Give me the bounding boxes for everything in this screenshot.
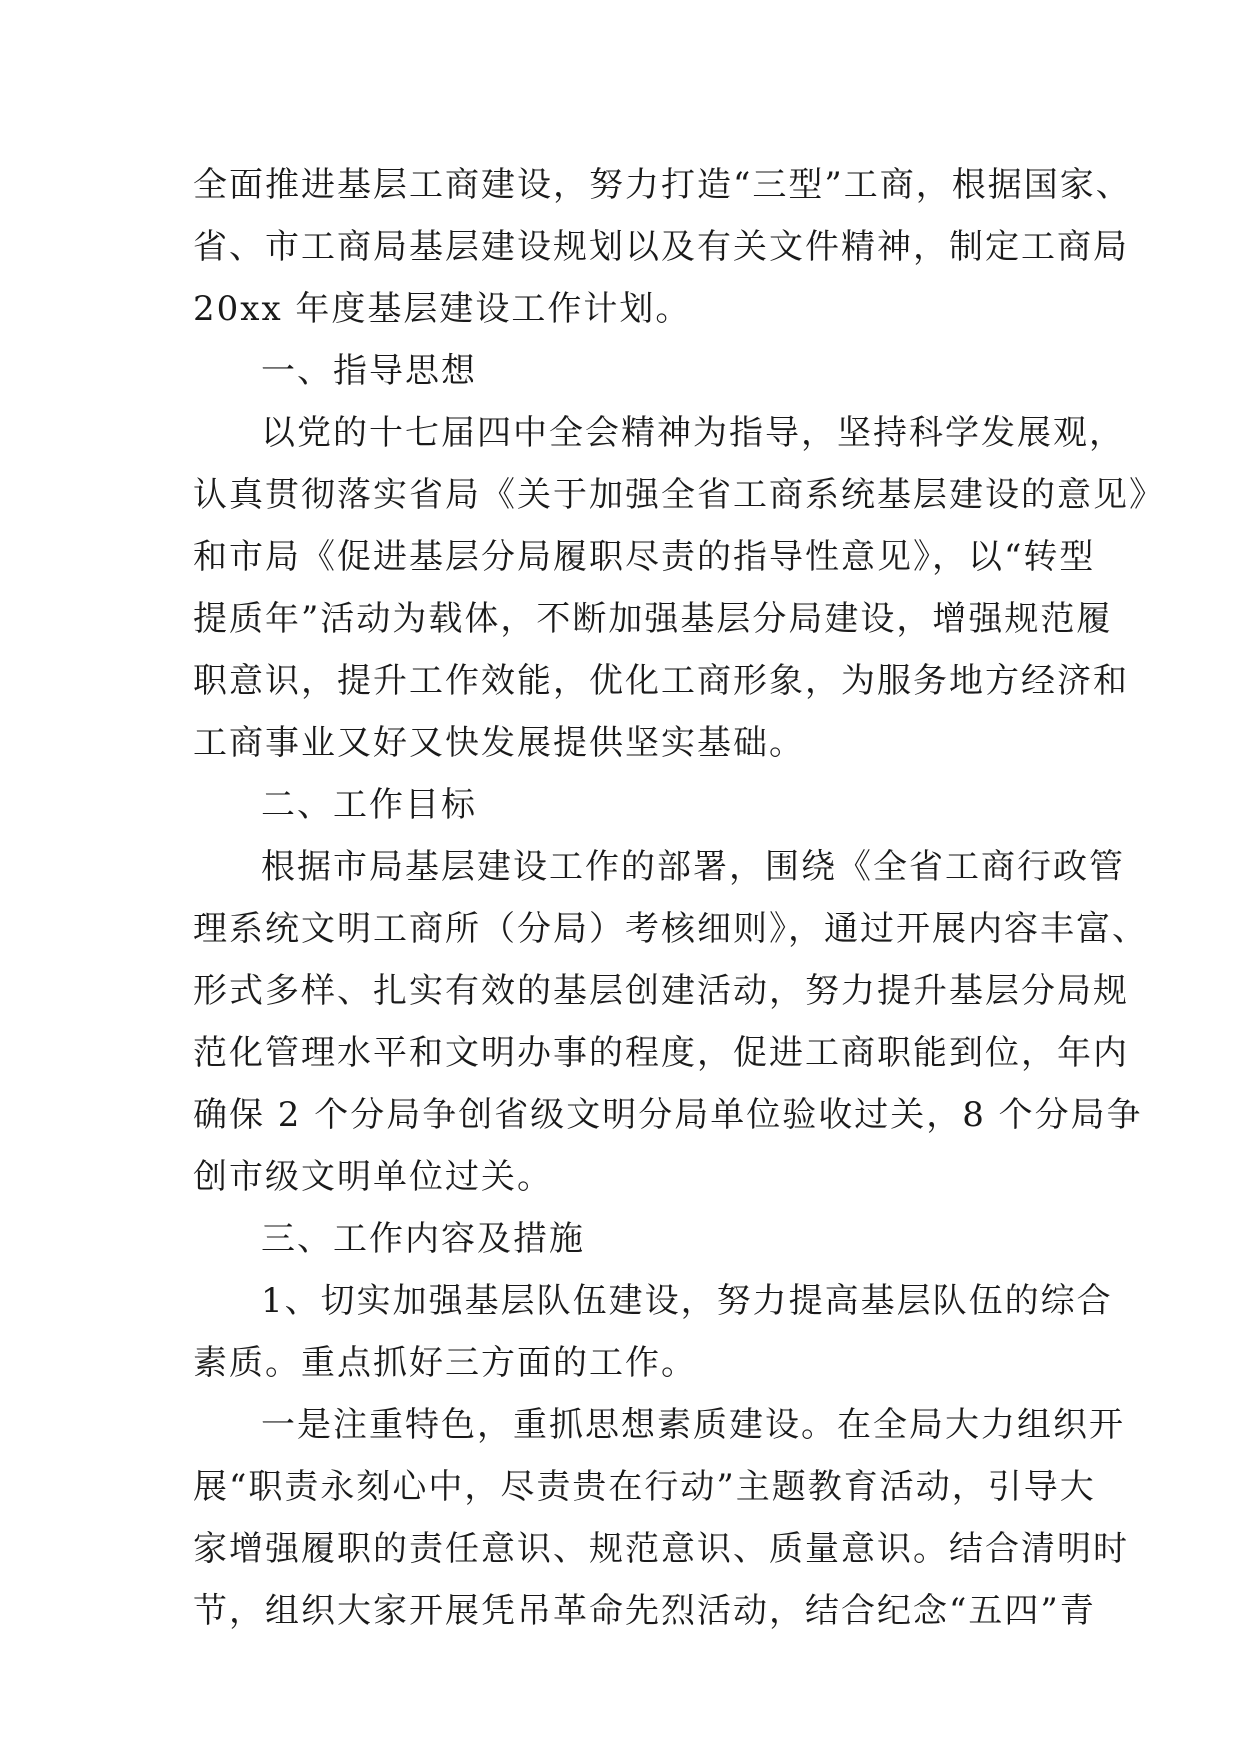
text-line: 理系统文明工商所（分局）考核细则》，通过开展内容丰富、 (193, 909, 1148, 949)
text-line: 根据市局基层建设工作的部署，围绕《全省工商行政管 (261, 847, 1125, 887)
section-heading-guiding-ideology: 一、指导思想 (261, 351, 477, 391)
text-line: 提质年”活动为载体，不断加强基层分局建设，增强规范履 (193, 599, 1113, 639)
text-line: 节，组织大家开展凭吊革命先烈活动，结合纪念“五四”青 (193, 1591, 1096, 1631)
text-line: 范化管理水平和文明办事的程度，促进工商职能到位，年内 (193, 1033, 1129, 1073)
section-heading-work-content: 三、工作内容及措施 (261, 1219, 585, 1259)
text-line: 和市局《促进基层分局履职尽责的指导性意见》，以“转型 (193, 537, 1096, 577)
text-line: 确保 2 个分局争创省级文明分局单位验收过关，8 个分局争 (193, 1095, 1143, 1135)
text-line: 工商事业又好又快发展提供坚实基础。 (193, 723, 805, 763)
text-line: 职意识，提升工作效能，优化工商形象，为服务地方经济和 (193, 661, 1129, 701)
section-heading-work-goals: 二、工作目标 (261, 785, 477, 825)
text-line: 以党的十七届四中全会精神为指导，坚持科学发展观， (261, 413, 1125, 453)
text-line: 素质。重点抓好三方面的工作。 (193, 1343, 697, 1383)
text-line: 认真贯彻落实省局《关于加强全省工商系统基层建设的意见》 (193, 475, 1165, 515)
text-line: 全面推进基层工商建设，努力打造“三型”工商，根据国家、 (193, 165, 1132, 205)
text-line: 1、切实加强基层队伍建设，努力提高基层队伍的综合 (261, 1281, 1113, 1321)
text-line: 创市级文明单位过关。 (193, 1157, 553, 1197)
text-line: 形式多样、扎实有效的基层创建活动，努力提升基层分局规 (193, 971, 1129, 1011)
document-body (193, 154, 1165, 1642)
text-line: 省、市工商局基层建设规划以及有关文件精神，制定工商局 (193, 227, 1129, 267)
text-line: 20xx 年度基层建设工作计划。 (193, 289, 692, 329)
text-line: 家增强履职的责任意识、规范意识、质量意识。结合清明时 (193, 1529, 1129, 1569)
text-line: 一是注重特色，重抓思想素质建设。在全局大力组织开 (261, 1405, 1125, 1445)
text-line: 展“职责永刻心中，尽责贵在行动”主题教育活动，引导大 (193, 1467, 1096, 1507)
